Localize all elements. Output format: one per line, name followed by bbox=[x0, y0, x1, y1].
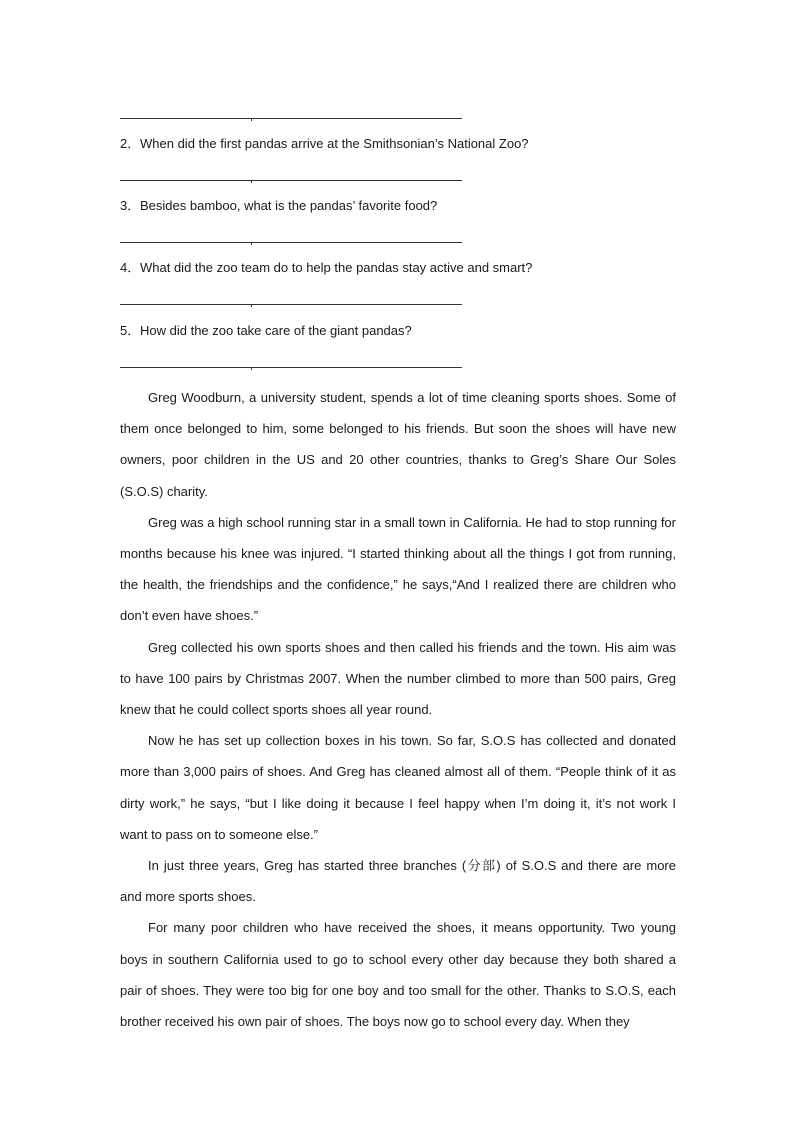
answer-line-2[interactable] bbox=[120, 180, 462, 181]
reading-passage bbox=[120, 382, 676, 1037]
answer-line-5[interactable] bbox=[120, 367, 462, 368]
passage-paragraph: Greg was a high school running star in a small town in California. He had to stop running for months because his knee was injured. “I started thinking about all the things I got from running, the health, the friendships and the confidence,” he says,“And I realized there are children who don’t even have shoes.” bbox=[120, 514, 676, 624]
question-4 bbox=[120, 260, 532, 276]
question-number: 3． bbox=[120, 198, 141, 213]
question-number: 2． bbox=[120, 136, 141, 151]
passage-paragraph: Now he has set up collection boxes in his town. So far, S.O.S has collected and donated more than 3,000 pairs of shoes. And Greg has cleaned almost all of them. “People think of it as dirty work,” he says, “but I like doing it because I feel happy when I’m doing it, it’s not work I want to pass on to someone else.” bbox=[120, 733, 676, 842]
passage-paragraph: For many poor children who have received the shoes, it means opportunity. Two young boys in southern California used to go to school every other day because they both shared a pair of shoes. They were too big for one boy and too small for the other. Thanks to S.O.S, each brother received his own pair of shoes. The boys now go to school every day. When they bbox=[120, 920, 676, 1030]
answer-line-4[interactable] bbox=[120, 304, 462, 305]
passage-paragraph: In just three years, Greg has started three branches (分部) of S.O.S and there are more and more sports shoes. bbox=[120, 858, 676, 905]
answer-line-1[interactable] bbox=[120, 118, 462, 119]
question-text: When did the first pandas arrive at the Smithsonian’s National Zoo? bbox=[140, 136, 529, 151]
question-number: 5． bbox=[120, 323, 141, 338]
question-5 bbox=[120, 323, 412, 339]
answer-line-3[interactable] bbox=[120, 242, 462, 243]
question-number: 4． bbox=[120, 260, 141, 275]
passage-paragraph: Greg collected his own sports shoes and then called his friends and the town. His aim was to have 100 pairs by Christmas 2007. When the number climbed to more than 500 pairs, Greg knew that he could collect sports shoes all year round. bbox=[120, 639, 676, 718]
question-2 bbox=[120, 136, 529, 152]
question-3 bbox=[120, 198, 437, 214]
question-text: How did the zoo take care of the giant pandas? bbox=[140, 323, 412, 338]
passage-paragraph: Greg Woodburn, a university student, spends a lot of time cleaning sports shoes. Some of them once belonged to him, some belonged to his friends. But soon the shoes will have new owners, poor children in the US and 20 other countries, thanks to Greg’s Share Our Soles (S.O.S) charity. bbox=[120, 390, 676, 499]
question-text: What did the zoo team do to help the pandas stay active and smart? bbox=[140, 260, 533, 275]
question-text: Besides bamboo, what is the pandas’ favorite food? bbox=[140, 198, 438, 213]
